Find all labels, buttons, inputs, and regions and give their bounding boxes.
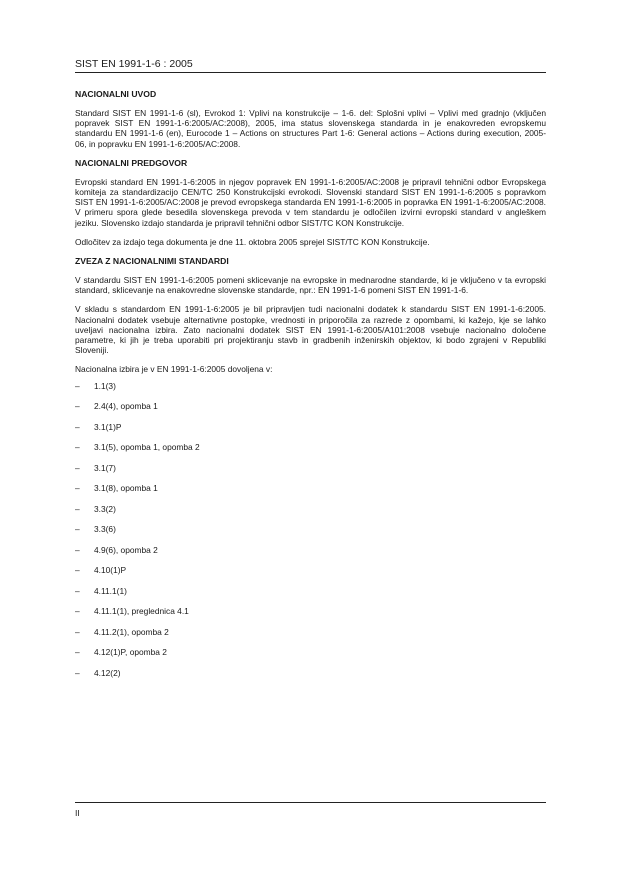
clause-text: 4.10(1)P [94,565,127,576]
list-item [75,647,546,668]
section-nacionalni-uvod [75,89,546,149]
dash-bullet: – [75,667,80,678]
dash-bullet: – [75,401,80,412]
dash-bullet: – [75,421,80,432]
dash-bullet: – [75,483,80,494]
list-item [75,381,546,402]
dash-bullet: – [75,544,80,555]
section-heading: ZVEZA Z NACIONALNIMI STANDARDI [75,256,229,267]
section-heading: NACIONALNI PREDGOVOR [75,157,188,168]
paragraph: Standard SIST EN 1991-1-6 (sl), Evrokod 1: Vplivi na konstrukcije – 1-6. del: Splošni vplivi – Vplivi med gradnjo (vključen popravek SIST EN 1991-1-6:2005/AC:2008), 2005, ima status slovenskega standarda in je enakovreden evropskemu standardu EN 1991-1-6 (en), Eurocode 1 – Actions on structures Part 1-6: General actions – Actions during execution, 2005-06, in popravku EN 1991-1-6:2005/AC:2008. [75,108,546,149]
clause-text: 3.1(7) [94,462,116,473]
paragraph: V standardu SIST EN 1991-1-6:2005 pomeni sklicevanje na evropske in mednarodne standarde, ki je vključeno v ta evropski standard, sklicevanje na enakovredne slovenske standarde, npr.: EN 1991-1-6 pomeni SIST EN 1991-1-6. [75,275,546,296]
section-heading: NACIONALNI UVOD [75,89,157,99]
list-item [75,504,546,525]
clause-text: 3.1(8), opomba 1 [94,483,158,494]
dash-bullet: – [75,606,80,617]
dash-bullet: – [75,585,80,596]
dash-bullet: – [75,503,80,514]
list-item [75,606,546,627]
list-item [75,586,546,607]
section-zveza [75,256,546,688]
clause-text: 3.3(6) [94,524,116,535]
paragraph: V skladu s standardom EN 1991-1-6:2005 je bil pripravljen tudi nacionalni dodatek k standardu SIST EN 1991-1-6:2005. Nacionalni dodatek vsebuje alternativne postopke, vrednosti in priporočila za razrede z opombami, ki kažejo, kje se lahko uveljavi nacionalna izbira. Zato nacionalni dodatek SIST EN 1991-1-6:2005/A101:2008 vsebuje nacionalno določene parametre, ki jih je treba uporabiti pri projektiranju stavb in gradbenih inženirskih objektov, ki bodo zgrajeni v Republiki Sloveniji. [75,304,546,356]
list-item [75,463,546,484]
footer-divider [75,802,546,803]
clause-text: 3.1(5), opomba 1, opomba 2 [94,442,200,453]
list-item [75,627,546,648]
page-number: II [75,808,80,818]
list-item [75,401,546,422]
clause-text: 4.12(1)P, opomba 2 [94,647,167,658]
paragraph: Nacionalna izbira je v EN 1991-1-6:2005 dovoljena v: [75,364,273,375]
dash-bullet: – [75,380,80,391]
dash-bullet: – [75,626,80,637]
clause-text: 4.11.1(1) [94,585,127,596]
dash-bullet: – [75,565,80,576]
list-item [75,668,546,689]
clause-list [75,381,546,689]
list-item [75,545,546,566]
clause-text: 2.4(4), opomba 1 [94,401,158,412]
clause-text: 3.3(2) [94,503,116,514]
paragraph: Odločitev za izdajo tega dokumenta je dne 11. oktobra 2005 sprejel SIST/TC KON Konstrukcije. [75,236,430,247]
list-item [75,565,546,586]
document-body [75,89,546,688]
dash-bullet: – [75,524,80,535]
list-item [75,483,546,504]
dash-bullet: – [75,462,80,473]
list-item [75,422,546,443]
clause-text: 4.11.2(1), opomba 2 [94,626,169,637]
header-divider [75,72,546,73]
clause-text: 4.12(2) [94,667,121,678]
section-nacionalni-predgovor [75,158,546,247]
page-header: SIST EN 1991-1-6 : 2005 [75,58,193,70]
dash-bullet: – [75,442,80,453]
paragraph: Evropski standard EN 1991-1-6:2005 in njegov popravek EN 1991-1-6:2005/AC:2008 je pripravil tehnični odbor Evropskega komiteja za standardizacijo CEN/TC 250 Konstrukcijski evrokodi. Slovenski standard SIST EN 1991-1-6:2005 s popravkom SIST EN 1991-1-6:2005/AC:2008 je prevod evropskega standarda EN 1991-1-6:2005 in popravka EN 1991-1-6:2005/AC:2008. V primeru spora glede besedila slovenskega prevoda v tem standardu je odločilen izvirni evropski standard v angleškem jeziku. Slovensko izdajo standarda je pripravil tehnični odbor SIST/TC KON Konstrukcije. [75,176,546,228]
clause-text: 3.1(1)P [94,421,122,432]
clause-text: 4.9(6), opomba 2 [94,544,158,555]
list-item [75,524,546,545]
clause-text: 1.1(3) [94,380,116,391]
list-item [75,442,546,463]
dash-bullet: – [75,647,80,658]
clause-text: 4.11.1(1), preglednica 4.1 [94,606,189,617]
